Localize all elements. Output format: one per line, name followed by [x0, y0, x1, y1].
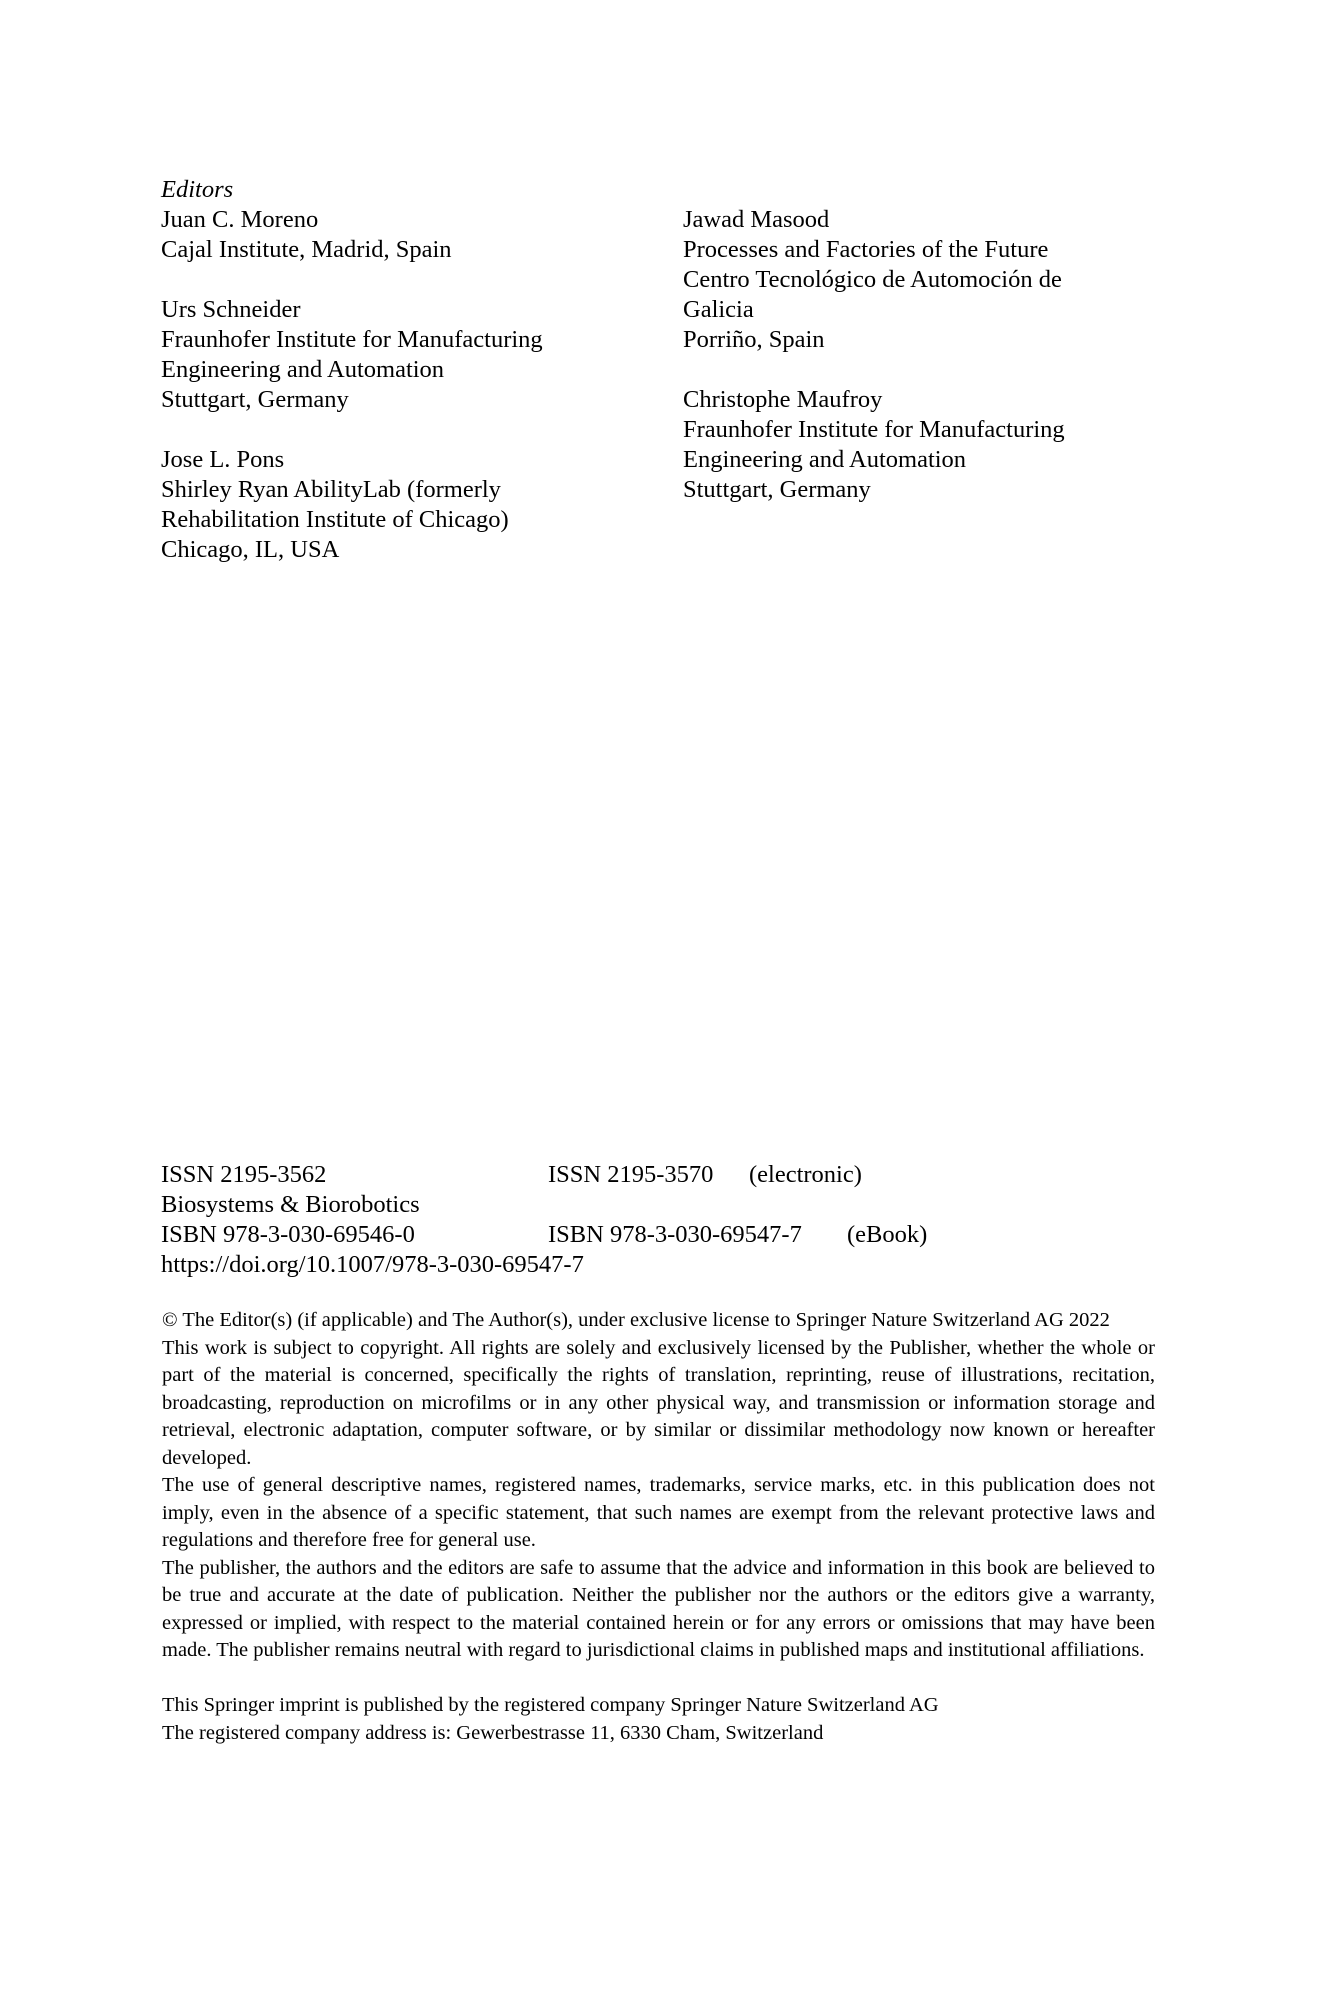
- isbn-ebook: ISBN 978-3-030-69547-7: [548, 1221, 802, 1248]
- editor-entry: [161, 445, 543, 565]
- spacer: [161, 415, 543, 445]
- imprint-statement: This Springer imprint is published by the registered company Springer Nature Switzerland AG: [162, 1694, 939, 1716]
- isbn-ebook-note: (eBook): [847, 1221, 928, 1248]
- editor-affiliation-line: Shirley Ryan AbilityLab (formerly: [161, 476, 501, 503]
- editor-name: Jawad Masood: [683, 206, 830, 233]
- issn-electronic-note: (electronic): [749, 1161, 862, 1188]
- editor-entry: [161, 205, 543, 265]
- isbn-print: ISBN 978-3-030-69546-0: [161, 1221, 415, 1248]
- editor-affiliation-line: Engineering and Automation: [683, 446, 967, 473]
- spacer: [162, 1665, 1155, 1693]
- editors-right-column: [683, 205, 1065, 505]
- spacer: [683, 355, 1065, 385]
- editor-entry: [683, 205, 1065, 355]
- editors-left-column: [161, 175, 543, 565]
- series-name: Biosystems & Biorobotics: [161, 1191, 420, 1218]
- editor-affiliation-line: Centro Tecnológico de Automoción de: [683, 266, 1062, 293]
- editor-name: Christophe Maufroy: [683, 386, 883, 413]
- editor-affiliation-line: Engineering and Automation: [161, 356, 445, 383]
- trademarks-paragraph: The use of general descriptive names, registered names, trademarks, service marks, etc. in this publication does not imply, even in the absence of a specific statement, that such names are exempt from the relevant protective laws and regulations and therefore free for general use.: [162, 1474, 1155, 1551]
- disclaimer-paragraph: The publisher, the authors and the editors are safe to assume that the advice and information in this book are believed to be true and accurate at the date of publication. Neither the publisher nor the authors or the editors give a warranty, expressed or implied, with respect to the material contained herein or for any errors or omissions that may have been made. The publisher remains neutral with regard to jurisdictional claims in published maps and institutional affiliations.: [162, 1556, 1155, 1661]
- editor-affiliation-line: Fraunhofer Institute for Manufacturing: [683, 416, 1065, 443]
- editor-affiliation-line: Stuttgart, Germany: [161, 386, 349, 413]
- company-address: The registered company address is: Gewerbestrasse 11, 6330 Cham, Switzerland: [162, 1721, 824, 1744]
- doi-link[interactable]: https://doi.org/10.1007/978-3-030-69547-7: [161, 1251, 584, 1278]
- editor-affiliation-line: Cajal Institute, Madrid, Spain: [161, 236, 452, 263]
- editor-entry: [683, 385, 1065, 505]
- editor-affiliation-line: Porriño, Spain: [683, 326, 825, 353]
- editors-heading: Editors: [161, 176, 234, 203]
- spacer: [161, 265, 543, 295]
- editor-name: Jose L. Pons: [161, 446, 285, 473]
- issn-print: ISSN 2195-3562: [161, 1161, 327, 1188]
- editor-affiliation-line: Stuttgart, Germany: [683, 476, 871, 503]
- editor-name: Juan C. Moreno: [161, 206, 319, 233]
- editor-name: Urs Schneider: [161, 296, 301, 323]
- copyright-statement: © The Editor(s) (if applicable) and The Author(s), under exclusive license to Springer Nature Switzerland AG 2022: [162, 1309, 1110, 1331]
- rights-paragraph: This work is subject to copyright. All rights are solely and exclusively licensed by the Publisher, whether the whole or part of the material is concerned, specifically the rights of translation, reprinting, reuse of illustrations, recitation, broadcasting, reproduction on microfilms or in any other physical way, and transmission or information storage and retrieval, electronic adaptation, computer software, or by similar or dissimilar methodology now known or hereafter developed.: [162, 1336, 1155, 1469]
- editor-affiliation-line: Chicago, IL, USA: [161, 536, 340, 563]
- editor-affiliation-line: Processes and Factories of the Future: [683, 236, 1049, 263]
- issn-electronic: ISSN 2195-3570: [548, 1161, 714, 1188]
- editor-affiliation-line: Rehabilitation Institute of Chicago): [161, 506, 509, 533]
- editor-affiliation-line: Fraunhofer Institute for Manufacturing: [161, 326, 543, 353]
- editor-entry: [161, 295, 543, 415]
- legal-notice: [162, 1307, 1155, 1747]
- editor-affiliation-line: Galicia: [683, 296, 754, 323]
